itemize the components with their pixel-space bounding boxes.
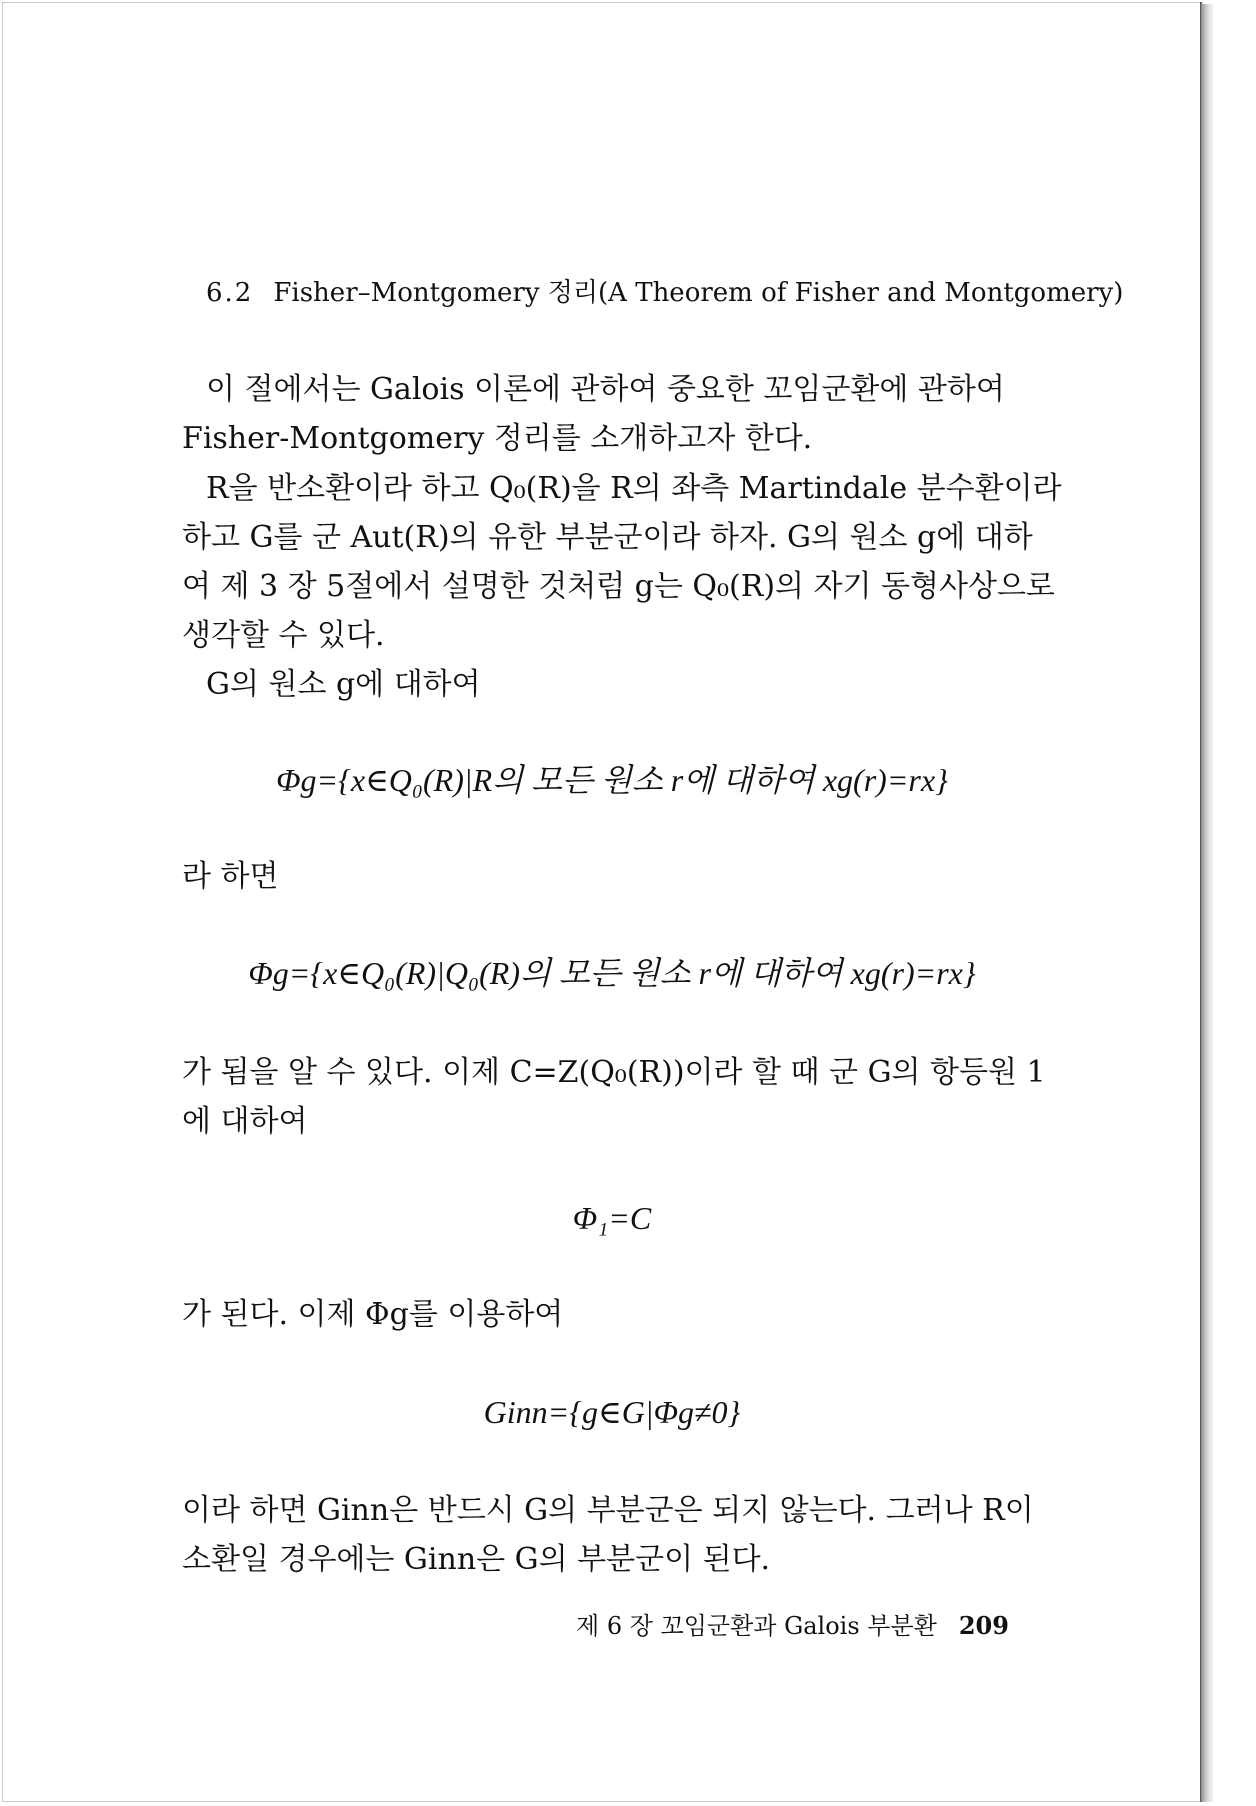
page-edge-shadow xyxy=(1201,4,1213,1802)
paragraph-line: 하고 G를 군 Aut(R)의 유한 부분군이라 하자. G의 원소 g에 대하 xyxy=(182,520,1033,555)
paragraph-line: 가 된다. 이제 Φg를 이용하여 xyxy=(182,1297,564,1332)
footer-chapter: 제 6 장 꼬임군환과 Galois 부분환 xyxy=(576,1612,937,1640)
equation-phi-g-r: Φg={x∈Q₀(R)|R의 모든 원소 r에 대하여 xg(r)=rx} xyxy=(276,762,948,798)
page xyxy=(2,2,1202,1802)
equation-g-inn: Ginn={g∈G|Φg≠0} xyxy=(483,1394,741,1430)
section-number: 6.2 xyxy=(206,278,254,308)
equation-phi-1: Φ₁=C xyxy=(572,1200,652,1236)
paragraph-line: 여 제 3 장 5절에서 설명한 것처럼 g는 Q₀(R)의 자기 동형사상으로 xyxy=(182,569,1055,604)
paragraph-line: R을 반소환이라 하고 Q₀(R)을 R의 좌측 Martindale 분수환이라 xyxy=(206,471,1062,506)
paragraph-line: 가 됨을 알 수 있다. 이제 C=Z(Q₀(R))이라 할 때 군 G의 항등원 1 xyxy=(182,1055,1046,1090)
section-heading xyxy=(206,280,1123,306)
paragraph-line: 라 하면 xyxy=(182,859,279,894)
paragraph-line: 생각할 수 있다. xyxy=(182,618,385,653)
paragraph-line: Fisher-Montgomery 정리를 소개하고자 한다. xyxy=(182,421,813,456)
paragraph-line: 소환일 경우에는 Ginn은 G의 부분군이 된다. xyxy=(182,1542,771,1577)
paragraph-line: 에 대하여 xyxy=(182,1104,308,1139)
page-footer xyxy=(576,1611,1009,1640)
equation-phi-g-q0: Φg={x∈Q₀(R)|Q₀(R)의 모든 원소 r에 대하여 xg(r)=rx} xyxy=(248,955,976,991)
paragraph-line: G의 원소 g에 대하여 xyxy=(206,667,481,702)
paragraph-line: 이 절에서는 Galois 이론에 관하여 중요한 꼬임군환에 관하여 xyxy=(206,372,1005,407)
paragraph-line: 이라 하면 Ginn은 반드시 G의 부분군은 되지 않는다. 그러나 R이 xyxy=(182,1493,1034,1528)
section-title: Fisher–Montgomery 정리(A Theorem of Fisher and Montgomery) xyxy=(273,278,1124,308)
page-number: 209 xyxy=(958,1611,1009,1640)
